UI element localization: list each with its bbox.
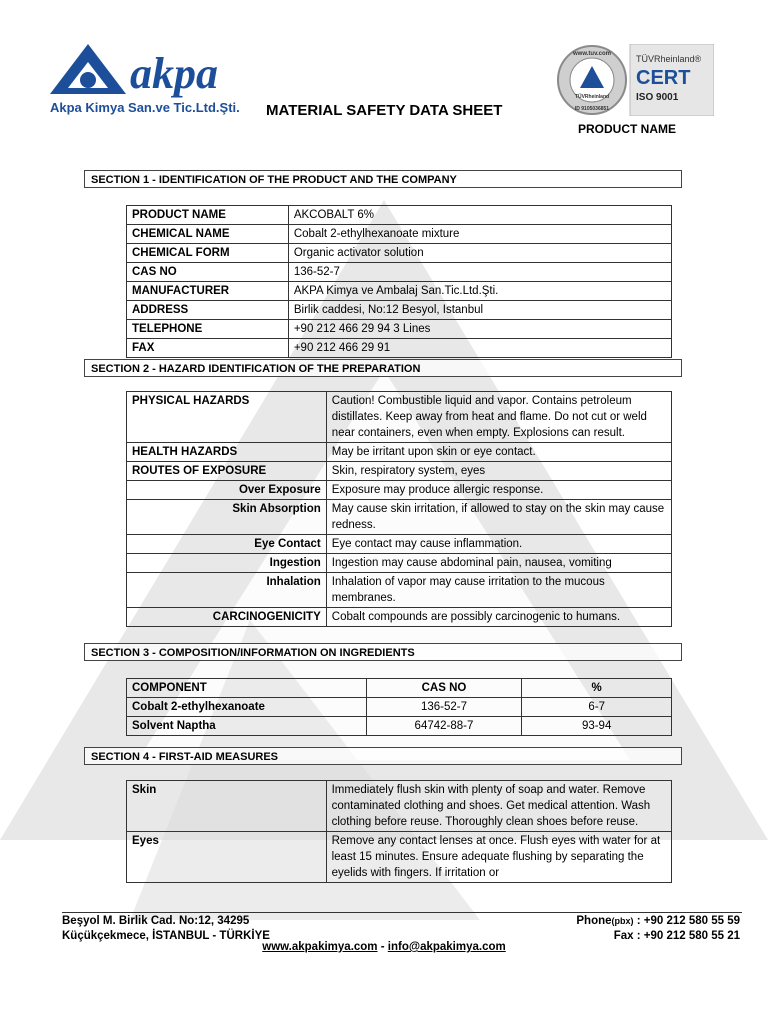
row-value: AKPA Kimya ve Ambalaj San.Tic.Ltd.Şti. (288, 282, 671, 301)
table-row (127, 443, 672, 462)
row-label: MANUFACTURER (127, 282, 289, 301)
company-name: Akpa Kimya San.ve Tic.Ltd.Şti. (50, 100, 240, 115)
table-row (127, 244, 672, 263)
column-header: % (522, 679, 672, 698)
table-row (127, 608, 672, 627)
footer-fax: Fax : +90 212 580 55 21 (613, 930, 740, 942)
table-cell: 136-52-7 (366, 698, 522, 717)
cert-brand: TÜVRheinland® (636, 54, 702, 64)
table-row (127, 573, 672, 608)
row-value: Immediately flush skin with plenty of soap and water. Remove contaminated clothing and shoes. Get medical attention. Wash clothing before reuse. Thoroughly clean shoes before reuse. (326, 781, 671, 832)
table-cell: 64742-88-7 (366, 717, 522, 736)
footer-address-line2: Küçükçekmece, İSTANBUL - TÜRKİYE (62, 930, 270, 942)
row-value: +90 212 466 29 94 3 Lines (288, 320, 671, 339)
column-header: COMPONENT (127, 679, 367, 698)
row-label: ADDRESS (127, 301, 289, 320)
seal-top-text: www.tuv.com (572, 51, 612, 57)
table-header-row (127, 679, 672, 698)
footer-address-line1: Beşyol M. Birlik Cad. No:12, 34295 (62, 915, 250, 927)
row-value: Remove any contact lenses at once. Flush eyes with water for at least 15 minutes. Ensure adequate flushing by separating the eyelids with fingers. If irritation or (326, 832, 671, 883)
section1-header: SECTION 1 - IDENTIFICATION OF THE PRODUCT AND THE COMPANY (84, 170, 682, 188)
table-row (127, 698, 672, 717)
seal-mid-text: TÜVRheinland (574, 94, 610, 100)
footer-links: www.akpakimya.com - info@akpakimya.com (262, 941, 506, 953)
row-label: TELEPHONE (127, 320, 289, 339)
section4-header: SECTION 4 - FIRST-AID MEASURES (84, 747, 682, 765)
row-label: Ingestion (127, 554, 327, 573)
logo-wordmark: akpa (130, 49, 218, 98)
column-header: CAS NO (366, 679, 522, 698)
row-value: Birlik caddesi, No:12 Besyol, Istanbul (288, 301, 671, 320)
row-value: Exposure may produce allergic response. (326, 481, 671, 500)
website-link[interactable]: www.akpakimya.com (262, 941, 378, 953)
row-label: Eyes (127, 832, 327, 883)
table-row (127, 206, 672, 225)
table-cell: 6-7 (522, 698, 672, 717)
seal-bottom-text: ID 9105036851 (574, 106, 610, 112)
header-product-name: PRODUCT NAME (578, 122, 676, 136)
row-value: Cobalt 2-ethylhexanoate mixture (288, 225, 671, 244)
table-cell: Cobalt 2-ethylhexanoate (127, 698, 367, 717)
section3-header: SECTION 3 - COMPOSITION/INFORMATION ON INGREDIENTS (84, 643, 682, 661)
section2-header: SECTION 2 - HAZARD IDENTIFICATION OF THE PREPARATION (84, 359, 682, 377)
row-value: Organic activator solution (288, 244, 671, 263)
table-row (127, 535, 672, 554)
row-label: CHEMICAL NAME (127, 225, 289, 244)
section3-table (126, 678, 672, 736)
footer-contact (576, 914, 740, 944)
row-label: Skin Absorption (127, 500, 327, 535)
row-label: CARCINOGENICITY (127, 608, 327, 627)
section1-table (126, 205, 672, 358)
row-label: PHYSICAL HAZARDS (127, 392, 327, 443)
akpa-logo-icon (48, 42, 248, 98)
row-value: Caution! Combustible liquid and vapor. Contains petroleum distillates. Keep away from heat and flame. Do not cut or weld near containers, even when empty. Explosions can result. (326, 392, 671, 443)
table-row (127, 282, 672, 301)
row-label: PRODUCT NAME (127, 206, 289, 225)
row-value: Inhalation of vapor may cause irritation to the mucous membranes. (326, 573, 671, 608)
document-title: MATERIAL SAFETY DATA SHEET (266, 102, 503, 119)
row-label: Skin (127, 781, 327, 832)
table-row (127, 339, 672, 358)
table-cell: Solvent Naptha (127, 717, 367, 736)
table-row (127, 554, 672, 573)
row-label: ROUTES OF EXPOSURE (127, 462, 327, 481)
table-row (127, 781, 672, 832)
section4-table (126, 780, 672, 883)
row-value: +90 212 466 29 91 (288, 339, 671, 358)
table-row (127, 263, 672, 282)
tuv-cert-badge (556, 44, 714, 116)
row-label: Eye Contact (127, 535, 327, 554)
cert-iso: ISO 9001 (636, 92, 679, 103)
footer-divider (62, 912, 742, 913)
table-row (127, 717, 672, 736)
footer-address (62, 914, 270, 944)
row-value: Ingestion may cause abdominal pain, nausea, vomiting (326, 554, 671, 573)
row-label: CAS NO (127, 263, 289, 282)
section2-table (126, 391, 672, 627)
email-link[interactable]: info@akpakimya.com (387, 941, 506, 953)
table-row (127, 500, 672, 535)
row-value: Cobalt compounds are possibly carcinogenic to humans. (326, 608, 671, 627)
row-label: HEALTH HAZARDS (127, 443, 327, 462)
row-label: Inhalation (127, 573, 327, 608)
table-row (127, 462, 672, 481)
table-row (127, 301, 672, 320)
table-row (127, 392, 672, 443)
footer-phone: Phone(pbx) : +90 212 580 55 59 (576, 915, 740, 927)
cert-label: CERT (636, 67, 691, 89)
row-label: Over Exposure (127, 481, 327, 500)
row-value: Eye contact may cause inflammation. (326, 535, 671, 554)
row-value: Skin, respiratory system, eyes (326, 462, 671, 481)
table-row (127, 481, 672, 500)
table-row (127, 832, 672, 883)
row-label: CHEMICAL FORM (127, 244, 289, 263)
row-label: FAX (127, 339, 289, 358)
table-row (127, 320, 672, 339)
table-row (127, 225, 672, 244)
row-value: May cause skin irritation, if allowed to stay on the skin may cause redness. (326, 500, 671, 535)
row-value: AKCOBALT 6% (288, 206, 671, 225)
table-cell: 93-94 (522, 717, 672, 736)
company-logo (48, 42, 248, 122)
row-value: May be irritant upon skin or eye contact. (326, 443, 671, 462)
row-value: 136-52-7 (288, 263, 671, 282)
